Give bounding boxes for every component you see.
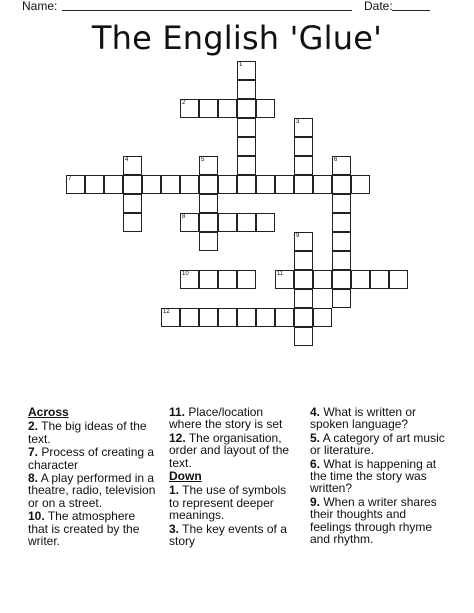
- grid-cell[interactable]: [237, 99, 256, 118]
- grid-cell[interactable]: [142, 175, 161, 194]
- grid-cell[interactable]: [180, 213, 199, 232]
- clue-item: [310, 496, 445, 546]
- grid-cell[interactable]: [237, 61, 256, 80]
- clue-number: 4: [125, 157, 129, 163]
- grid-cell[interactable]: [313, 270, 332, 289]
- clue-number-label: 7.: [28, 445, 39, 460]
- grid-cell[interactable]: [294, 175, 313, 194]
- grid-cell[interactable]: [123, 194, 142, 213]
- grid-cell[interactable]: [199, 213, 218, 232]
- clue-item: [28, 446, 156, 471]
- clue-text: The use of symbols to represent deeper meanings.: [169, 483, 287, 523]
- grid-cell[interactable]: [218, 308, 237, 327]
- clue-number-label: 6.: [310, 456, 321, 471]
- grid-cell[interactable]: [180, 175, 199, 194]
- grid-cell[interactable]: [199, 308, 218, 327]
- grid-cell[interactable]: [199, 232, 218, 251]
- grid-cell[interactable]: [123, 175, 142, 194]
- clue-number: 7: [68, 176, 72, 182]
- clue-item: [169, 484, 299, 521]
- clue-number-label: 8.: [28, 471, 39, 486]
- grid-cell[interactable]: [256, 213, 275, 232]
- grid-cell[interactable]: [351, 175, 370, 194]
- across-heading: Across: [28, 405, 69, 419]
- page-title: The English 'Glue': [91, 19, 383, 57]
- grid-cell[interactable]: [199, 99, 218, 118]
- clue-number: 3: [296, 119, 300, 125]
- grid-cell[interactable]: [237, 156, 256, 175]
- grid-cell[interactable]: [389, 270, 408, 289]
- grid-cell[interactable]: [313, 175, 332, 194]
- grid-cell[interactable]: [294, 327, 313, 346]
- grid-cell[interactable]: [161, 308, 180, 327]
- clue-text: The key events of a story: [169, 521, 287, 549]
- grid-cell[interactable]: [237, 308, 256, 327]
- clue-column-2: [169, 406, 299, 548]
- clue-number: 1: [239, 62, 243, 68]
- grid-cell[interactable]: [294, 156, 313, 175]
- grid-cell[interactable]: [332, 175, 351, 194]
- grid-cell[interactable]: [237, 137, 256, 156]
- grid-cell[interactable]: [294, 118, 313, 137]
- grid-cell[interactable]: [237, 118, 256, 137]
- grid-cell[interactable]: [351, 270, 370, 289]
- grid-cell[interactable]: [161, 175, 180, 194]
- clue-number-label: 3.: [169, 521, 180, 536]
- grid-cell[interactable]: [275, 270, 294, 289]
- clue-text: A category of art music or literature.: [310, 430, 445, 458]
- clue-number: 5: [201, 157, 205, 163]
- grid-cell[interactable]: [332, 213, 351, 232]
- grid-cell[interactable]: [199, 156, 218, 175]
- down-heading: Down: [169, 469, 202, 484]
- clue-text: When a writer shares their thoughts and feelings through rhyme and rhythm.: [310, 494, 437, 547]
- clue-text: The organisation, order and layout of the text.: [169, 430, 290, 470]
- grid-cell[interactable]: [85, 175, 104, 194]
- name-label: Name:: [22, 0, 58, 13]
- clue-item: [310, 458, 445, 495]
- grid-cell[interactable]: [123, 213, 142, 232]
- grid-cell[interactable]: [104, 175, 123, 194]
- grid-cell[interactable]: [294, 232, 313, 251]
- clue-number-label: 4.: [310, 405, 321, 419]
- clue-text: What is happening at the time the story was written?: [310, 456, 437, 496]
- grid-cell[interactable]: [313, 308, 332, 327]
- grid-cell[interactable]: [180, 99, 199, 118]
- clue-text: The big ideas of the text.: [28, 419, 147, 446]
- grid-cell[interactable]: [294, 308, 313, 327]
- grid-cell[interactable]: [332, 156, 351, 175]
- clue-column-1: [28, 406, 156, 548]
- clue-number-label: 1.: [169, 483, 180, 498]
- grid-cell[interactable]: [294, 251, 313, 270]
- clue-item: [169, 523, 299, 548]
- grid-cell[interactable]: [294, 270, 313, 289]
- grid-cell[interactable]: [294, 137, 313, 156]
- grid-cell[interactable]: [218, 213, 237, 232]
- clue-number: 12: [163, 309, 170, 315]
- grid-cell[interactable]: [332, 270, 351, 289]
- grid-cell[interactable]: [123, 156, 142, 175]
- grid-cell[interactable]: [275, 308, 294, 327]
- grid-cell[interactable]: [237, 175, 256, 194]
- clue-item: [310, 406, 445, 431]
- grid-cell[interactable]: [66, 175, 85, 194]
- grid-cell[interactable]: [332, 251, 351, 270]
- clue-number-label: 5.: [310, 430, 321, 445]
- grid-cell[interactable]: [218, 270, 237, 289]
- grid-cell[interactable]: [199, 175, 218, 194]
- clue-item: [28, 420, 156, 445]
- grid-cell[interactable]: [237, 213, 256, 232]
- clue-number-label: 12.: [169, 430, 186, 445]
- clue-item: [310, 432, 445, 457]
- grid-cell[interactable]: [256, 175, 275, 194]
- grid-cell[interactable]: [237, 80, 256, 99]
- date-label: Date:: [364, 0, 393, 13]
- clue-text: Process of creating a character: [28, 445, 155, 472]
- clue-item: [169, 432, 299, 469]
- clue-number: 10: [182, 271, 189, 277]
- clue-number: 6: [334, 157, 338, 163]
- clue-number-label: 2.: [28, 419, 39, 434]
- grid-cell[interactable]: [332, 232, 351, 251]
- clue-item: [28, 472, 156, 509]
- clue-text: A play performed in a theatre, radio, television or on a street.: [28, 471, 156, 510]
- clue-text: The atmosphere that is created by the writer.: [28, 509, 140, 549]
- clue-text: Place/location where the story is set: [169, 405, 283, 432]
- clue-column-3: [310, 406, 445, 546]
- grid-cell[interactable]: [294, 289, 313, 308]
- clue-item: [28, 510, 156, 547]
- clue-number: 2: [182, 100, 186, 106]
- clue-text: What is written or spoken language?: [310, 405, 417, 432]
- grid-cell[interactable]: [256, 308, 275, 327]
- clue-number: 11: [277, 271, 284, 277]
- grid-cell[interactable]: [218, 175, 237, 194]
- grid-cell[interactable]: [332, 194, 351, 213]
- grid-cell[interactable]: [256, 99, 275, 118]
- grid-cell[interactable]: [275, 175, 294, 194]
- grid-cell[interactable]: [370, 270, 389, 289]
- grid-cell[interactable]: [199, 270, 218, 289]
- grid-cell[interactable]: [199, 194, 218, 213]
- grid-cell[interactable]: [180, 270, 199, 289]
- clue-number: 8: [182, 214, 186, 220]
- clue-item: [169, 406, 299, 431]
- grid-cell[interactable]: [218, 99, 237, 118]
- clue-number-label: 11.: [169, 405, 186, 419]
- grid-cell[interactable]: [332, 289, 351, 308]
- clue-number-label: 10.: [28, 509, 45, 524]
- grid-cell[interactable]: [180, 308, 199, 327]
- clue-number-label: 9.: [310, 494, 321, 509]
- clue-number: 9: [296, 233, 300, 239]
- grid-cell[interactable]: [237, 270, 256, 289]
